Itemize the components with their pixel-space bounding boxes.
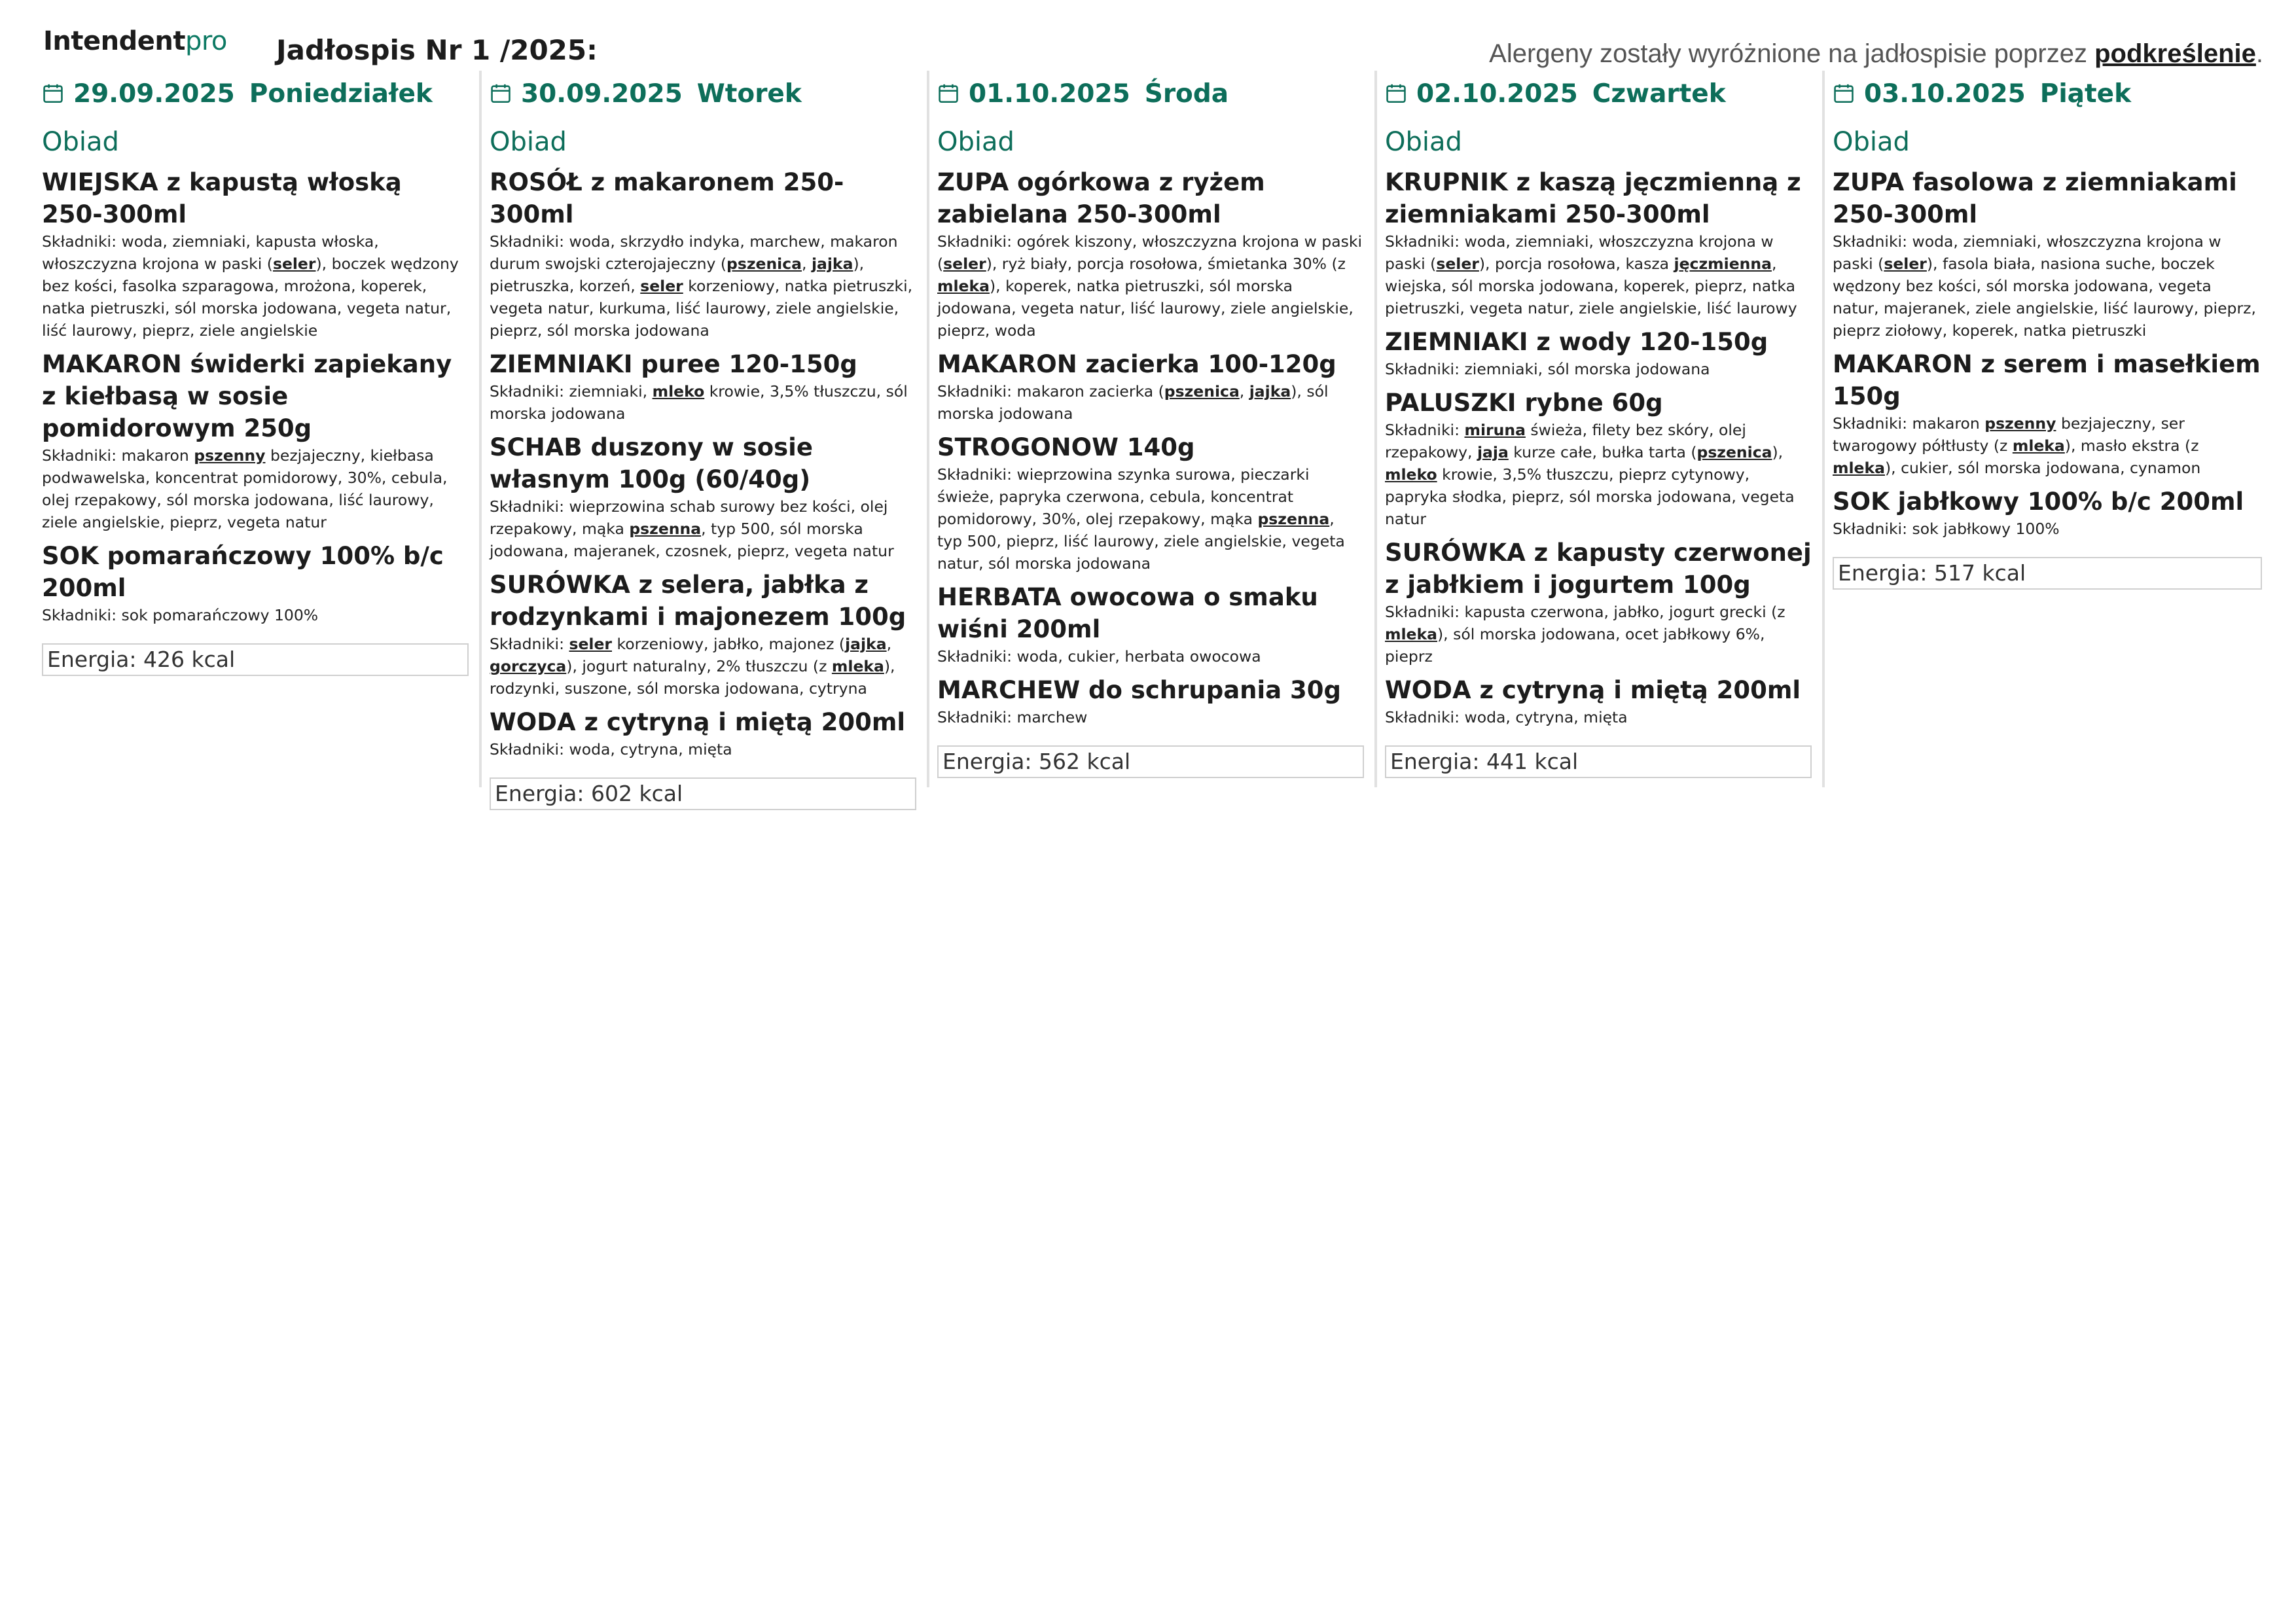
allergen-highlight: pszenica <box>1164 382 1240 401</box>
dish-name: ZIEMNIAKI puree 120-150g <box>490 350 857 378</box>
ingredient-text: ), sól morska jodowana, ocet jabłkowy 6%, pieprz <box>1385 625 1765 666</box>
allergen-highlight: miruna <box>1464 421 1526 439</box>
dish-list <box>1833 166 2262 540</box>
allergen-note <box>1489 39 2263 69</box>
dish-list <box>42 166 469 626</box>
ingredient-text: korzeniowy, natka pietruszki, vegeta natur, kurkuma, liść laurowy, ziele angielskie, pieprz, sól morska jodowana <box>490 277 913 340</box>
ingredient-text: Składniki: woda, cytryna, mięta <box>490 740 732 758</box>
ingredient-text: korzeniowy, jabłko, majonez ( <box>612 635 846 653</box>
ingredient-text: Składniki: woda, ziemniaki, kapusta włoska, włoszczyzna krojona w paski ( <box>42 232 379 273</box>
calendar-icon <box>42 82 64 105</box>
day-date: 03.10.2025 <box>1864 79 2026 109</box>
dish-ingredients <box>490 495 916 562</box>
dish-name: ROSÓŁ z makaronem 250-300ml <box>490 168 844 228</box>
meal-label: Obiad <box>1833 127 1910 157</box>
dish-name: WIEJSKA z kapustą włoską 250-300ml <box>42 168 402 228</box>
ingredient-text: Składniki: marchew <box>937 708 1088 726</box>
calendar-icon <box>1385 82 1407 105</box>
allergen-highlight: mleko <box>652 382 705 401</box>
allergen-highlight: pszenny <box>194 446 266 465</box>
ingredient-text: , wiejska, sól morska jodowana, koperek, pieprz, natka pietruszki, vegeta natur, ziele angielskie, liść laurowy <box>1385 255 1797 317</box>
allergen-highlight: jajka <box>811 255 853 273</box>
dish-ingredients <box>490 380 916 425</box>
dish-ingredients <box>490 230 916 342</box>
ingredient-text: Składniki: woda, skrzydło indyka, marchew, makaron durum swojski czterojajeczny ( <box>490 232 898 273</box>
ingredient-text: ), <box>1772 443 1784 461</box>
allergen-note-emphasis: podkreślenie <box>2094 39 2256 68</box>
ingredient-text: Składniki: woda, ziemniaki, włoszczyzna krojona w paski ( <box>1385 232 1774 273</box>
ingredient-text: ), boczek wędzony bez kości, fasolka szparagowa, mrożona, koperek, natka pietruszki, sól morska jodowana, vegeta natur, liść laurowy, pieprz, ziele angielskie <box>42 255 459 340</box>
ingredient-text: ), jogurt naturalny, 2% tłuszczu (z <box>566 657 832 675</box>
dish-ingredients <box>42 444 469 533</box>
day-date: 30.09.2025 <box>521 79 683 109</box>
meal-label: Obiad <box>937 127 1014 157</box>
dish-ingredients <box>1385 419 1812 530</box>
ingredient-text: Składniki: ogórek kiszony, włoszczyzna krojona w paski ( <box>937 232 1362 273</box>
ingredient-text: bezjajeczny, ser twarogowy półtłusty (z <box>1833 414 2185 455</box>
ingredient-text: Składniki: woda, cytryna, mięta <box>1385 708 1628 726</box>
ingredient-text: świeża, filety bez skóry, olej rzepakowy, <box>1385 421 1746 461</box>
energy-box: Energia: 517 kcal <box>1833 557 2262 590</box>
ingredient-text: Składniki: woda, cukier, herbata owocowa <box>937 647 1261 666</box>
dish-ingredients <box>1385 230 1812 319</box>
ingredient-text: Składniki: wieprzowina schab surowy bez kości, olej rzepakowy, mąka <box>490 497 888 538</box>
ingredient-text: ), koperek, natka pietruszki, sól morska jodowana, vegeta natur, liść laurowy, ziele angielskie, pieprz, woda <box>937 277 1354 340</box>
dish-ingredients <box>937 230 1364 342</box>
dish-name: ZUPA fasolowa z ziemniakami 250-300ml <box>1833 168 2237 228</box>
ingredient-text: Składniki: woda, ziemniaki, włoszczyzna krojona w paski ( <box>1833 232 2221 273</box>
dish-name: ZUPA ogórkowa z ryżem zabielana 250-300ml <box>937 168 1265 228</box>
dish-name: MARCHEW do schrupania 30g <box>937 676 1342 704</box>
calendar-icon <box>490 82 512 105</box>
allergen-highlight: pszenna <box>629 520 702 538</box>
day-date: 01.10.2025 <box>969 79 1130 109</box>
week-menu-columns <box>34 71 2262 806</box>
dish-name: KRUPNIK z kaszą jęczmienną z ziemniakami 250-300ml <box>1385 168 1801 228</box>
ingredient-text: , <box>1239 382 1249 401</box>
ingredient-text: Składniki: <box>1385 421 1465 439</box>
dish-name: SCHAB duszony w sosie własnym 100g (60/40g) <box>490 433 813 493</box>
allergen-highlight: seler <box>1884 255 1927 273</box>
allergen-highlight: seler <box>272 255 316 273</box>
allergen-highlight: gorczyca <box>490 657 567 675</box>
ingredient-text: ), masło ekstra (z <box>2064 437 2199 455</box>
day-header <box>937 71 1364 116</box>
ingredient-text: ), cukier, sól morska jodowana, cynamon <box>1884 459 2201 477</box>
meal-label: Obiad <box>42 127 119 157</box>
ingredient-text: ), porcja rosołowa, kasza <box>1479 255 1674 273</box>
dish-list <box>490 166 916 760</box>
allergen-highlight: jajka <box>845 635 887 653</box>
dish-name: PALUSZKI rybne 60g <box>1385 389 1663 417</box>
allergen-highlight: mleka <box>831 657 884 675</box>
dish-ingredients <box>42 230 469 342</box>
ingredient-text: , typ 500, sól morska jodowana, majeranek, czosnek, pieprz, vegeta natur <box>490 520 894 560</box>
dish-name: SURÓWKA z kapusty czerwonej z jabłkiem i jogurtem 100g <box>1385 539 1812 599</box>
dish-ingredients <box>490 633 916 700</box>
dish-ingredients <box>1385 601 1812 668</box>
allergen-highlight: pszenna <box>1257 510 1330 528</box>
day-header <box>1385 71 1812 116</box>
allergen-highlight: jaja <box>1477 443 1509 461</box>
day-weekday: Czwartek <box>1592 79 1726 109</box>
dish-ingredients <box>937 706 1364 728</box>
dish-ingredients <box>490 738 916 760</box>
allergen-highlight: pszenica <box>1696 443 1772 461</box>
meal-label: Obiad <box>1385 127 1462 157</box>
ingredient-text: kurze całe, bułka tarta ( <box>1508 443 1697 461</box>
dish-ingredients <box>42 604 469 626</box>
dish-ingredients <box>1385 358 1812 380</box>
ingredient-text: ), rodzynki, suszone, sól morska jodowana, cytryna <box>490 657 895 698</box>
dish-name: STROGONOW 140g <box>937 433 1195 461</box>
day-header <box>42 71 469 116</box>
dish-name: MAKARON świderki zapiekany z kiełbasą w sosie pomidorowym 250g <box>42 350 452 442</box>
calendar-icon <box>1833 82 1855 105</box>
dish-ingredients <box>1833 412 2262 479</box>
day-column <box>482 71 929 806</box>
allergen-highlight: jęczmienna <box>1674 255 1772 273</box>
dish-name: HERBATA owocowa o smaku wiśni 200ml <box>937 583 1318 643</box>
day-column <box>1825 71 2272 787</box>
ingredient-text: krowie, 3,5% tłuszczu, sól morska jodowana <box>490 382 908 423</box>
day-column <box>1377 71 1825 787</box>
ingredient-text: ), fasola biała, nasiona suche, boczek wędzony bez kości, sól morska jodowana, vegeta natur, majeranek, ziele angielskie, liść laurowy, pieprz, pieprz ziołowy, koperek, natka pietruszki <box>1833 255 2256 340</box>
day-header <box>1833 71 2262 116</box>
dish-name: SOK pomarańczowy 100% b/c 200ml <box>42 542 444 602</box>
ingredient-text: ), sól morska jodowana <box>937 382 1329 423</box>
menu-title: Jadłospis Nr 1 /2025: <box>276 34 598 66</box>
ingredient-text: krowie, 3,5% tłuszczu, pieprz cytynowy, papryka słodka, pieprz, sól morska jodowana, vegeta natur <box>1385 465 1795 528</box>
dish-ingredients <box>937 645 1364 668</box>
day-date: 02.10.2025 <box>1416 79 1578 109</box>
energy-box: Energia: 426 kcal <box>42 643 469 676</box>
ingredient-text: Składniki: sok jabłkowy 100% <box>1833 520 2060 538</box>
logo-text-accent: pro <box>185 26 227 56</box>
dish-name: MAKARON z serem i masełkiem 150g <box>1833 350 2261 410</box>
ingredient-text: Składniki: makaron zacierka ( <box>937 382 1164 401</box>
energy-box: Energia: 441 kcal <box>1385 745 1812 778</box>
ingredient-text: ), ryż biały, porcja rosołowa, śmietanka 30% (z <box>986 255 1346 273</box>
dish-name: ZIEMNIAKI z wody 120-150g <box>1385 328 1768 356</box>
ingredient-text: Składniki: wieprzowina szynka surowa, pieczarki świeże, papryka czerwona, cebula, koncentrat pomidorowy, 30%, olej rzepakowy, mąka <box>937 465 1310 528</box>
dish-name: WODA z cytryną i miętą 200ml <box>490 708 906 736</box>
ingredient-text: , <box>802 255 812 273</box>
ingredient-text: Składniki: makaron <box>1833 414 1985 433</box>
day-weekday: Poniedziałek <box>249 79 433 109</box>
ingredient-text: bezjajeczny, kiełbasa podwawelska, koncentrat pomidorowy, 30%, cebula, olej rzepakowy, sól morska jodowana, liść laurowy, ziele angielskie, pieprz, vegeta natur <box>42 446 448 531</box>
brand-logo <box>43 26 227 56</box>
allergen-highlight: mleka <box>1833 459 1885 477</box>
dish-ingredients <box>1833 518 2262 540</box>
meal-label: Obiad <box>490 127 567 157</box>
allergen-highlight: mleka <box>1385 625 1437 643</box>
allergen-highlight: mleka <box>2012 437 2065 455</box>
dish-name: SOK jabłkowy 100% b/c 200ml <box>1833 488 2244 516</box>
allergen-highlight: seler <box>640 277 683 295</box>
day-column <box>929 71 1377 787</box>
ingredient-text: Składniki: makaron <box>42 446 194 465</box>
allergen-highlight: seler <box>1436 255 1479 273</box>
allergen-highlight: seler <box>569 635 612 653</box>
ingredient-text: Składniki: kapusta czerwona, jabłko, jogurt grecki (z <box>1385 603 1785 621</box>
allergen-highlight: seler <box>943 255 986 273</box>
ingredient-text: , typ 500, pieprz, liść laurowy, ziele angielskie, vegeta natur, sól morska jodowana <box>937 510 1345 573</box>
dish-list <box>1385 166 1812 728</box>
allergen-highlight: mleka <box>937 277 990 295</box>
allergen-highlight: pszenny <box>1984 414 2056 433</box>
ingredient-text: ), pietruszka, korzeń, <box>490 255 865 295</box>
allergen-note-prefix: Alergeny zostały wyróżnione na jadłospisie poprzez <box>1489 39 2095 68</box>
day-column <box>34 71 482 787</box>
day-date: 29.09.2025 <box>73 79 235 109</box>
ingredient-text: Składniki: <box>490 635 569 653</box>
allergen-highlight: pszenica <box>726 255 802 273</box>
logo-text-primary: Intendent <box>43 26 185 56</box>
calendar-icon <box>937 82 960 105</box>
dish-name: WODA z cytryną i miętą 200ml <box>1385 676 1801 704</box>
energy-box: Energia: 562 kcal <box>937 745 1364 778</box>
ingredient-text: Składniki: ziemniaki, <box>490 382 653 401</box>
dish-name: MAKARON zacierka 100-120g <box>937 350 1336 378</box>
dish-ingredients <box>937 380 1364 425</box>
ingredient-text: Składniki: sok pomarańczowy 100% <box>42 606 319 624</box>
dish-ingredients <box>937 463 1364 575</box>
dish-list <box>937 166 1364 728</box>
ingredient-text: Składniki: ziemniaki, sól morska jodowana <box>1385 360 1710 378</box>
dish-ingredients <box>1385 706 1812 728</box>
energy-box: Energia: 602 kcal <box>490 777 916 810</box>
dish-name: SURÓWKA z selera, jabłka z rodzynkami i majonezem 100g <box>490 571 906 631</box>
day-weekday: Piątek <box>2039 79 2132 109</box>
allergen-highlight: jajka <box>1249 382 1291 401</box>
ingredient-text: , <box>886 635 892 653</box>
allergen-note-suffix: . <box>2255 39 2263 68</box>
day-weekday: Wtorek <box>696 79 802 109</box>
day-header <box>490 71 916 116</box>
day-weekday: Środa <box>1144 79 1229 109</box>
allergen-highlight: mleko <box>1385 465 1437 484</box>
dish-ingredients <box>1833 230 2262 342</box>
